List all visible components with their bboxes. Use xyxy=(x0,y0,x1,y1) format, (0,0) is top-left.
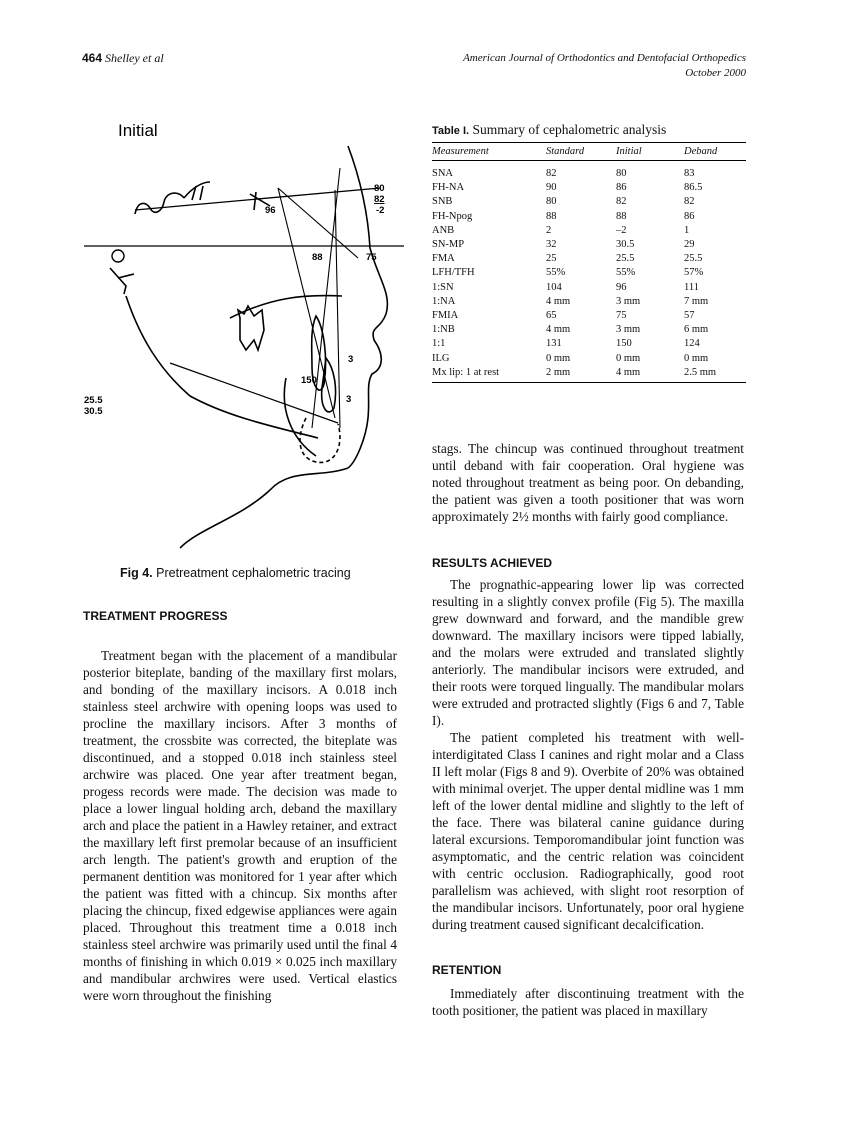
table-cell: ILG xyxy=(432,352,450,364)
table-cell: 30.5 xyxy=(616,239,635,251)
porion-circle xyxy=(112,250,124,262)
table-cell: 86 xyxy=(616,182,627,194)
table-cell: 1:1 xyxy=(432,338,446,350)
table-cell: 57% xyxy=(684,267,704,279)
figure-caption-text: Pretreatment cephalometric tracing xyxy=(156,566,351,580)
table-cell: 111 xyxy=(684,281,699,293)
table-cell: 75 xyxy=(616,310,627,322)
table-cell: FMIA xyxy=(432,310,459,322)
table-title xyxy=(432,122,746,138)
results-paragraph-1: The prognathic-appearing lower lip was corrected resulting in a slightly convex profile (Fig 5). The maxilla grew downward and forward, and the mandible grew downward. The maxillary incisors were tipped labially, and the molars were extruded and translated slightly anteriorly. The mandibular incisors were extruded, and their roots were torqued lingually. The mandibular molars were extruded and protracted slightly (Figs 6 and 7, Table I). xyxy=(432,577,744,728)
label-ina-3: 3 xyxy=(348,354,354,365)
table-cell: 7 mm xyxy=(684,295,709,307)
table-cell: 150 xyxy=(616,338,632,350)
table-cell: 80 xyxy=(546,196,557,208)
table-cell: 80 xyxy=(616,168,627,179)
table-cell: 96 xyxy=(616,281,627,293)
table-header-row xyxy=(432,143,746,161)
table-cell: 6 mm xyxy=(684,324,709,336)
table-cell: 90 xyxy=(546,182,557,194)
label-snmp-30-5: 30.5 xyxy=(84,406,103,417)
table-row xyxy=(432,266,746,280)
continuation-paragraph: stags. The chincup was continued throughout treatment until deband with fair cooperation. Oral hygiene was noted throughout treatment as being poor. On debanding, the patient was given a tooth positioner that was worn approximately 2½ months with fairly good compliance. xyxy=(432,441,744,524)
table-cell: Mx lip: 1 at rest xyxy=(432,366,500,378)
label-fhnpog-88: 88 xyxy=(312,252,323,263)
table-cell: 4 mm xyxy=(546,295,571,307)
table-cell: 1:NB xyxy=(432,324,455,336)
table-label: Table I. xyxy=(432,125,470,137)
figure-caption-label: Fig 4. xyxy=(120,566,153,580)
table-cell: 124 xyxy=(684,338,700,350)
table-cell: 2 mm xyxy=(546,366,571,378)
results-body xyxy=(432,576,744,933)
table-body xyxy=(432,161,746,383)
sn-angle-line xyxy=(278,188,358,258)
journal-name: American Journal of Orthodontics and Dentofacial Orthopedics xyxy=(463,52,746,64)
results-paragraph-2: The patient completed his treatment with well-interdigitated Class I canines and right molar and a Class II left molar (Figs 8 and 9). Overbite of 20% was obtained with minimal overjet. The upper dental midline was 1 mm left of the lower dental midline and slightly to the left of the face. There was bilateral canine guidance during lateral excursions. Temporomandibular joint function was asymptomatic, and the centric relation was coincident with centric occlusion. Radiographically, good root parallelism was achieved, with slight root resorption of the mandibular incisors. Unfortunately, poor oral hygiene during treatment caused significant decalcification. xyxy=(432,730,744,932)
table-cell: 86 xyxy=(684,210,695,222)
right-column-continuation xyxy=(432,440,744,525)
table-row xyxy=(432,366,746,383)
table-cell: SNA xyxy=(432,168,454,179)
table-cell: 2 xyxy=(546,224,552,236)
heading-retention: RETENTION xyxy=(432,963,502,977)
molar-tooth xyxy=(238,306,264,350)
figure-caption xyxy=(120,566,351,580)
table-cell: 83 xyxy=(684,168,695,179)
table-row xyxy=(432,210,746,224)
chin-outline xyxy=(284,378,316,456)
label-fma-25-5: 25.5 xyxy=(84,395,103,406)
table-cell: 25.5 xyxy=(616,253,635,265)
running-header-right xyxy=(463,51,746,81)
running-header-left xyxy=(82,51,164,66)
table-cell: ANB xyxy=(432,224,455,236)
table-cell: 3 mm xyxy=(616,324,641,336)
label-interincisal-150: 150 xyxy=(301,375,317,386)
table-cell: 0 mm xyxy=(546,352,571,364)
table-row xyxy=(432,181,746,195)
col-header: Measurement xyxy=(432,143,546,161)
table-cell: 0 mm xyxy=(616,352,641,364)
table-cell: 1 xyxy=(684,224,690,236)
table-cell: 57 xyxy=(684,310,695,322)
table-row xyxy=(432,337,746,351)
label-inb-3: 3 xyxy=(346,394,352,405)
table-cell: 88 xyxy=(616,210,627,222)
table-row xyxy=(432,161,746,182)
sella-outline xyxy=(135,193,184,214)
table-cell: 25 xyxy=(546,253,557,265)
table-cell: 4 mm xyxy=(546,324,571,336)
left-column-body xyxy=(83,647,397,1004)
label-snb-82: 82 xyxy=(374,194,385,205)
symphysis-outline xyxy=(300,418,340,462)
table-row xyxy=(432,238,746,252)
table-cell: 55% xyxy=(616,267,636,279)
table-cell: –2 xyxy=(616,224,627,236)
table-row xyxy=(432,281,746,295)
table-cell: 86.5 xyxy=(684,182,703,194)
table-cell: 1:SN xyxy=(432,281,454,293)
table-row xyxy=(432,309,746,323)
table-cell: 4 mm xyxy=(616,366,641,378)
table-cell: 55% xyxy=(546,267,566,279)
table-cell: 82 xyxy=(684,196,695,208)
table-cell: 131 xyxy=(546,338,562,350)
label-fmia-75: 75 xyxy=(366,252,377,263)
running-authors: Shelley et al xyxy=(105,51,164,65)
table-cell: 2.5 mm xyxy=(684,366,717,378)
table-row xyxy=(432,323,746,337)
col-header: Deband xyxy=(684,143,746,161)
table-cell: FH-NA xyxy=(432,182,465,194)
table-cell: SN-MP xyxy=(432,239,465,251)
table-cell: 104 xyxy=(546,281,562,293)
table-cell: 29 xyxy=(684,239,695,251)
table-cell: SNB xyxy=(432,196,453,208)
page-number: 464 xyxy=(82,51,103,65)
table-cephalometric-analysis xyxy=(432,122,746,383)
table-cell: 88 xyxy=(546,210,557,222)
cranial-base-outline xyxy=(184,182,210,200)
col-header: Standard xyxy=(546,143,616,161)
table-cell: FMA xyxy=(432,253,455,265)
col-header: Initial xyxy=(616,143,684,161)
table-row xyxy=(432,352,746,366)
table-cell: LFH/TFH xyxy=(432,267,475,279)
heading-treatment-progress: TREATMENT PROGRESS xyxy=(83,609,228,623)
table-row xyxy=(432,252,746,266)
figure-label-initial: Initial xyxy=(118,121,158,140)
heading-results-achieved: RESULTS ACHIEVED xyxy=(432,556,553,570)
neck-outline xyxy=(180,468,348,548)
issue-date: October 2000 xyxy=(685,67,746,79)
retention-body xyxy=(432,985,744,1019)
table-cell: 25.5 xyxy=(684,253,703,265)
table-grid xyxy=(432,142,746,383)
table-cell: 0 mm xyxy=(684,352,709,364)
table-title-text: Summary of cephalometric analysis xyxy=(472,122,667,137)
label-anb-neg2: -2 xyxy=(376,205,385,216)
table-row xyxy=(432,295,746,309)
table-cell: FH-Npog xyxy=(432,210,473,222)
table-cell: 65 xyxy=(546,310,557,322)
label-sna-80: 80 xyxy=(374,183,385,194)
table-row xyxy=(432,195,746,209)
treatment-progress-paragraph: Treatment began with the placement of a mandibular posterior biteplate, banding of the maxillary first molars, and bonding of the maxillary incisors. A 0.018 inch stainless steel archwire with opening loops was used to procline the maxillary incisors. After 3 months of treatment, the crossbite was corrected, the biteplate was discontinued, and a stopped 0.018 inch stainless steel archwire was placed. One year after treatment began, progess records were made. The decision was made to place a lower lingual holding arch, deband the maxillary arch and place the patient in a Hawley retainer, and extract the maxillary left first premolar because of an insufficient arch length. The patient's growth and eruption of the permanent dentition was monitored for 1 year after which the patient was fitted with a chincup. Six months after placing the chincup, fixed edgewise appliances were again placed. Throughout this treatment time a 0.018 inch stainless steel archwire was primarily used until the final 4 months of finishing in which 0.019 × 0.025 inch maxillary and mandibular archwires were used. Vertical elastics were worn throughout the finishing xyxy=(83,648,397,1003)
table-cell: 32 xyxy=(546,239,557,251)
table-cell: 3 mm xyxy=(616,295,641,307)
table-cell: 1:NA xyxy=(432,295,456,307)
table-cell: 82 xyxy=(616,196,627,208)
label-isn-96: 96 xyxy=(265,205,276,216)
table-cell: 82 xyxy=(546,168,557,179)
retention-paragraph-1: Immediately after discontinuing treatment with the tooth positioner, the patient was placed in maxillary xyxy=(432,986,744,1018)
cephalometric-tracing-figure xyxy=(80,118,430,558)
table-row xyxy=(432,224,746,238)
